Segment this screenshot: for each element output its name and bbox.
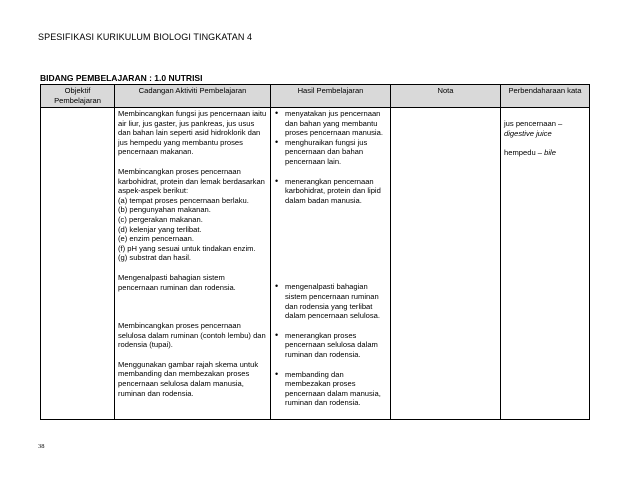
table-header-row — [41, 85, 590, 108]
vocab-translation: digestive juice — [504, 128, 552, 138]
objective-cell — [41, 108, 115, 420]
vocab-entry — [504, 148, 586, 158]
activity-text: Membincangkan proses pencernaan selulosa dalam ruminan (contoh lembu) dan rodensia (tupai). — [118, 321, 266, 350]
col-vocabulary: Perbendaharaan kata — [501, 85, 590, 108]
list-item: • membanding dan membezakan proses pencernaan dalam manusia, ruminan dan rodensia. — [274, 370, 387, 408]
table-row — [41, 108, 590, 420]
outcome-list — [274, 177, 387, 206]
outcome-list — [274, 109, 387, 167]
list-item: • menyatakan jus pencernaan dan bahan yang membantu proses pencernaan manusia. — [274, 109, 387, 138]
page-number: 38 — [38, 443, 45, 450]
col-notes: Nota — [391, 85, 501, 108]
col-outcomes: Hasil Pembelajaran — [271, 85, 391, 108]
outcome-list — [274, 331, 387, 360]
learning-area-title: BIDANG PEMBELAJARAN : 1.0 NUTRISI — [40, 73, 203, 83]
vocab-term: jus pencernaan – — [504, 119, 563, 128]
vocab-translation: bile — [544, 148, 556, 158]
list-item: (g) substrat dan hasil. — [118, 253, 192, 263]
outcomes-cell — [271, 108, 391, 420]
list-item: (c) pergerakan makanan. — [118, 214, 203, 224]
list-item: (b) pengunyahan makanan. — [118, 205, 211, 215]
list-item: • menghuraikan fungsi jus pencernaan dan bahan pencernaan lain. — [274, 138, 387, 167]
activity-text: Membincangkan proses pencernaan karbohidrat, protein dan lemak berdasarkan aspek-aspek berikut: — [118, 166, 265, 196]
document-header: SPESIFIKASI KURIKULUM BIOLOGI TINGKATAN 4 — [38, 32, 253, 42]
activities-cell — [115, 108, 271, 420]
list-item: (f) pH yang sesuai untuk tindakan enzim. — [118, 243, 256, 253]
list-item: (e) enzim pencernaan. — [118, 234, 194, 244]
activity-text: Membincangkan fungsi jus pencernaan iaitu air liur, jus gaster, jus pankreas, jus usus dan bahan lain seperti asid hidroklorik dan jus hempedu yang membantu proses pencernaan makanan. — [118, 109, 267, 157]
vocabulary-cell — [501, 108, 590, 420]
list-item: (d) kelenjar yang terlibat. — [118, 224, 202, 234]
col-activities: Cadangan Aktiviti Pembelajaran — [115, 85, 271, 108]
col-objective: Objektif Pembelajaran — [41, 85, 115, 108]
list-item: (a) tempat proses pencernaan berlaku. — [118, 195, 249, 205]
list-item: • menerangkan pencernaan karbohidrat, protein dan lipid dalam badan manusia. — [274, 177, 387, 206]
vocab-term: hempedu – — [504, 148, 542, 158]
list-item: • mengenalpasti bahagian sistem pencernaan ruminan dan rodensia yang terlibat dalam pencernaan selulosa. — [274, 282, 387, 320]
list-item: • menerangkan proses pencernaan selulosa dalam ruminan dan rodensia. — [274, 331, 387, 360]
activity-text: Mengenalpasti bahagian sistem pencernaan ruminan dan rodensia. — [118, 272, 236, 292]
activity-list — [118, 196, 267, 263]
outcome-list — [274, 370, 387, 408]
curriculum-table — [40, 84, 590, 420]
outcome-list — [274, 282, 387, 320]
notes-cell — [391, 108, 501, 420]
activity-text: Menggunakan gambar rajah skema untuk membanding dan membezakan proses pencernaan selulosa dalam manusia, ruminan dan rodensia. — [118, 359, 259, 398]
